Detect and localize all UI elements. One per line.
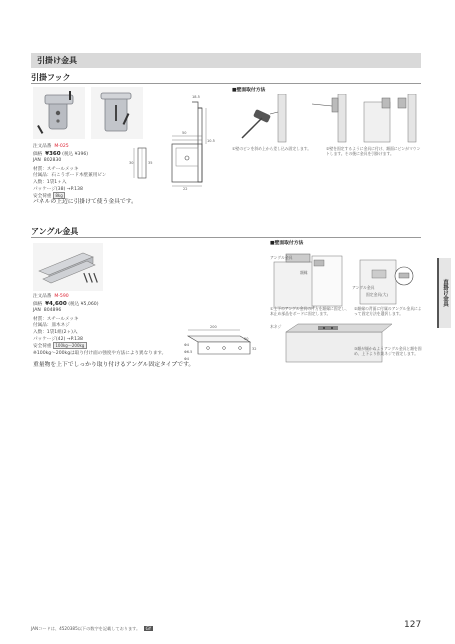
hook-dimension-drawing [128, 92, 224, 190]
angle-caption-3: ③額が傾かぬようアングル金具と額を固め、上下より作業ネジで固定します。 [354, 346, 422, 356]
angle-image [33, 243, 103, 291]
hook-title: 引掛フック [31, 73, 71, 82]
angle-spec: 安全荷重 [33, 344, 52, 350]
hook-dim-label: 18.5 [192, 95, 200, 99]
hook-dim-label: 50 [182, 131, 187, 135]
hook-info [33, 144, 107, 201]
hook-divider [31, 83, 421, 84]
angle-price-tax: (税込 ¥5,060) [68, 301, 99, 307]
angle-caption-2: ②額縁の背面に付属のアングル金具によって固定方法を選択します。 [354, 306, 422, 316]
angle-note: 重量物を上下でしっかり取り付けるアングル固定タイプです。 [33, 362, 195, 368]
footer-badge: GY [145, 626, 152, 631]
page-number: 127 [404, 620, 422, 630]
angle-spec: パッケージ(42) →P.138 [33, 336, 83, 342]
hook-spec: パッケージ(38) →P.138 [33, 186, 83, 192]
angle-info [33, 294, 166, 357]
hook-price: ¥360 [45, 150, 61, 157]
angle-dim-label: 200 [210, 325, 217, 329]
section-header [31, 53, 421, 68]
angle-spec: 入数：1袋1組(2ヶ)入 [33, 329, 78, 335]
hook-dim-label: 30 [129, 161, 134, 165]
hook-price-tax: (税込 ¥396) [62, 151, 89, 157]
hook-jan: 802830 [43, 158, 62, 164]
angle-label: アングル金具 [270, 255, 293, 260]
angle-order-label: 注文品番 [33, 294, 52, 299]
angle-dim-label: Φ4 [184, 357, 189, 361]
hook-order-code: M-025 [54, 144, 69, 149]
angle-spec: 付属品：皿木ネジ [33, 323, 70, 329]
hook-dim-label: 35 [148, 161, 153, 165]
angle-jan-label: JAN [33, 308, 41, 314]
footer-note: JANコードは、4520385以下の数字を記載しております。 [31, 626, 141, 631]
hook-dim-label: 22 [183, 187, 188, 190]
angle-dim-label: Φ6.5 [184, 350, 193, 354]
hook-note: パネルの上辺に引掛けて使う金具です。 [33, 199, 137, 205]
hook-spec: 安全荷重 [33, 194, 52, 200]
angle-dim-label: Φ4 [184, 343, 189, 347]
hook-price-label: 価格 [33, 151, 43, 157]
angle-method-title: ■壁面取付方法 [270, 241, 304, 246]
angle-spec: 材質：スチールメッキ [33, 316, 79, 322]
angle-caption-1: ①上下のアングル金具の片方を額縁に固定し、本止め部品をボードに固定します。 [270, 306, 349, 316]
hook-caption-2: ②壁を固定するように金具に付け、額面にピンがマウントします。その後に金具を引掛けます。 [326, 146, 421, 156]
angle-order-code: M-590 [54, 294, 69, 299]
angle-dimension-drawing [184, 322, 264, 372]
hook-weight-badge: 8kg [53, 192, 65, 199]
hook-spec: 入数：1袋1ヶ入 [33, 179, 67, 185]
angle-title: アングル金具 [31, 227, 79, 236]
hook-method-illustration [232, 94, 422, 154]
angle-label: アングル金具 [352, 285, 375, 290]
side-tab: 直掛け金具 [437, 258, 451, 328]
hook-image-front [33, 87, 85, 139]
hook-photo-front [33, 87, 85, 139]
hook-dim-label: 10.5 [207, 139, 215, 143]
hook-jan-label: JAN [33, 158, 41, 164]
angle-price-label: 価格 [33, 301, 43, 307]
angle-footnote: ※100kg～200kgは取り付け面の強度や方法により異なります。 [33, 350, 167, 356]
angle-price: ¥4,600 [45, 300, 67, 307]
angle-label: 額縁 [300, 270, 308, 275]
angle-jan: 804896 [43, 308, 62, 314]
hook-caption-1: ①壁のピンを斜め上から差し込み固定します。 [232, 146, 312, 151]
angle-photo [33, 243, 103, 291]
angle-label: 木ネジ [270, 324, 282, 329]
hook-order-label: 注文品番 [33, 144, 52, 149]
hook-spec: 付属品：石こうボード木壁兼用ピン [33, 173, 107, 179]
hook-spec: 材質：スチールメッキ [33, 166, 79, 172]
angle-divider [31, 237, 421, 238]
hook-method-title: ■壁面取付方法 [232, 88, 266, 93]
footer-text [31, 626, 153, 632]
angle-label: 固定金具(大) [366, 292, 388, 297]
section-title: 引掛け金具 [37, 56, 77, 65]
angle-dim-label: 32 [252, 347, 257, 351]
angle-weight-badge: 100kg～200kg [53, 342, 87, 349]
angle-dim-label: 50 [244, 337, 249, 341]
